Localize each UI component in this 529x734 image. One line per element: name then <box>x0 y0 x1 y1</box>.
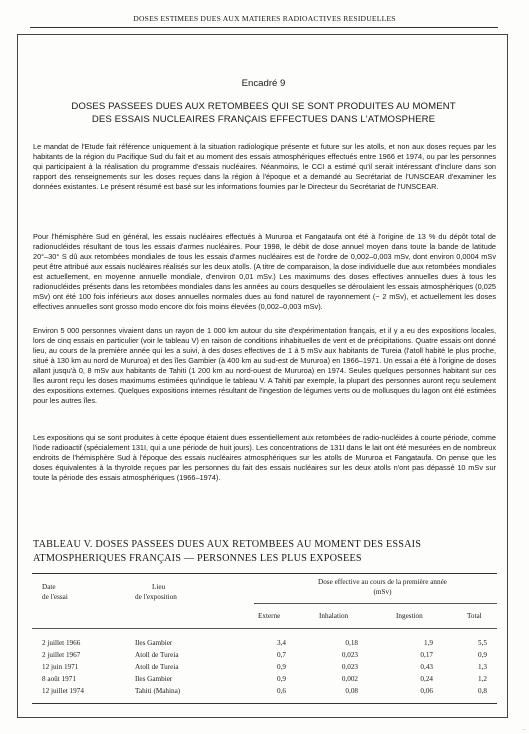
encadre-box <box>17 34 508 718</box>
header-total: Total <box>467 612 482 620</box>
box-title-line-1: DOSES PASSEES DUES AUX RETOMBEES QUI SE SONT PRODUITES AU MOMENT <box>71 101 456 112</box>
cell-inhalation: 0,002 <box>341 675 358 683</box>
table-bottom-rule <box>32 703 497 704</box>
cell-ingestion: 0,17 <box>420 651 433 659</box>
header-lieu-line-2: de l'exposition <box>135 592 177 601</box>
cell-lieu: Iles Gambier <box>135 639 173 647</box>
paragraph-2: Pour l'hémisphère Sud en général, les essais nucléaires effectués à Mururoa et Fangataufa ont été à l'origine de 13 % du dépôt total de radionucléides résultant de tous les essais d'armes nucléaires. Pour 1998, le débit de dose annuel moyen dans toute la bande de latitude 20°–30° S dû aux retombées mondiales de tous les essais d'armes nucléaires est de l'ordre de 0,002–0,003 mSv, dont environ 0,0004 mSv peut être attribué aux essais nucléaires réalisés sur les deux atolls. (A titre de comparaison, la dose individuelle due aux retombées mondiales est actuellement, en moyenne annuelle mondiale, d'environ 0,01 mSv.) Les maximums des doses effectives annuelles dues à tous les radionucléides présents dans les retombées mondiales dans les années au cours desquelles se déroulaient les essais atmosphériques (0,025 mSv) ont été 100 fois inférieurs aux doses annuelles normales dues au fond naturel de rayonnement (~ 2 mSv), et actuellement les doses effectives annuelles sont grosso modo encore dix fois moins élevées (0,002–0,003 mSv). <box>33 232 496 311</box>
paragraph-1: Le mandat de l'Etude fait référence uniquement à la situation radiologique présente et future sur les atolls, et non aux doses reçues par les habitants de la région du Pacifique Sud du fait et au moment des essais atmosphériques effectués entre 1966 et 1974, ou par les personnes qui participaient à la réalisation du programme d'essais nucléaires. Néanmoins, le CCI a estimé qu'il serait intéressant d'inclure dans son rapport des renseignements sur les doses reçues dans la région à l'époque et a demandé au Secrétariat de l'UNSCEAR d'examiner les données existantes. Le présent résumé est basé sur les informations fournies par le Directeur du Secrétariat de l'UNSCEAR. <box>33 142 496 191</box>
cell-externe: 0,7 <box>277 651 286 659</box>
box-title-line-2: DES ESSAIS NUCLEAIRES FRANÇAIS EFFECTUES DANS L'ATMOSPHERE <box>91 113 436 125</box>
table-row <box>32 639 497 651</box>
header-date <box>42 583 68 602</box>
header-dose-group <box>270 578 495 597</box>
cell-inhalation: 0,18 <box>345 639 358 647</box>
cell-inhalation: 0,023 <box>341 651 358 659</box>
cell-date: 12 juin 1971 <box>42 663 79 671</box>
table-row <box>32 675 497 687</box>
cell-externe: 0,9 <box>277 675 286 683</box>
cell-lieu: Tahiti (Mahina) <box>135 687 181 695</box>
header-externe: Externe <box>258 612 281 620</box>
header-bottom-rule <box>32 628 497 629</box>
cell-externe: 0,9 <box>277 663 286 671</box>
cell-ingestion: 0,24 <box>420 675 433 683</box>
box-title <box>48 101 479 126</box>
cell-externe: 0,6 <box>277 687 286 695</box>
box-label: Encadré 9 <box>241 78 286 89</box>
cell-total: 5,5 <box>478 639 487 647</box>
cell-date: 8 août 1971 <box>42 675 76 683</box>
cell-date: 2 juillet 1966 <box>42 639 81 647</box>
cell-total: 1,2 <box>478 675 487 683</box>
cell-lieu: Iles Gambier <box>135 675 173 683</box>
header-lieu-line-1: Lieu <box>152 583 166 591</box>
table-title-line-2: ATMOSPHERIQUES FRANÇAIS — PERSONNES LES PLUS EXPOSEES <box>33 553 362 564</box>
cell-inhalation: 0,023 <box>341 663 358 671</box>
group-header-rule <box>254 603 497 604</box>
running-header: DOSES ESTIMEES DUES AUX MATIERES RADIOACTIVES RESIDUELLES <box>133 14 396 23</box>
table-top-rule <box>32 573 497 574</box>
cell-ingestion: 0,43 <box>420 663 433 671</box>
cell-total: 1,3 <box>478 663 487 671</box>
table-title <box>33 538 496 566</box>
table-row <box>32 687 497 699</box>
table-title-line-1: TABLEAU V. DOSES PASSEES DUES AUX RETOMBEES AU MOMENT DES ESSAIS <box>33 539 422 550</box>
cell-total: 0,9 <box>478 651 487 659</box>
dose-table <box>32 573 497 725</box>
header-date-line-1: Date <box>42 583 56 591</box>
cell-lieu: Atoll de Tureia <box>135 651 179 659</box>
paragraph-4: Les expositions qui se sont produites à cette époque étaient dues essentiellement aux retombées de radio-nucléides à courte période, comme l'iode radioactif (spécialement 131I, qui a une période de huit jours). Les concentrations de 131I dans le lait ont été mesurées en de nombreux endroits de l'hémisphère Sud à l'époque des essais nucléaires atmosphériques sur les atolls de Mururoa et Fangataufa. On pense que les doses équivalentes à la thyroïde reçues par les personnes du fait des essais nucléaires sur les deux atolls n'ont pas dépassé 10 mSv sur toute la période des essais atmosphériques (1966–1974). <box>33 433 496 482</box>
cell-inhalation: 0,08 <box>345 687 358 695</box>
header-ingestion: Ingestion <box>396 612 423 620</box>
header-rule <box>30 27 498 28</box>
cell-lieu: Atoll de Tureia <box>135 663 179 671</box>
cell-total: 0,8 <box>478 687 487 695</box>
cell-externe: 3,4 <box>277 639 286 647</box>
cell-ingestion: 0,06 <box>420 687 433 695</box>
header-dose-group-line-1: Dose effective au cours de la première année <box>318 578 447 586</box>
header-lieu <box>135 583 177 602</box>
header-inhalation: Inhalation <box>319 612 349 620</box>
cell-ingestion: 1,9 <box>424 639 433 647</box>
cell-date: 2 juillet 1967 <box>42 651 81 659</box>
cell-date: 12 juillet 1974 <box>42 687 84 695</box>
header-date-line-2: de l'essai <box>42 592 68 601</box>
table-row <box>32 651 497 663</box>
paragraph-3: Environ 5 000 personnes vivaient dans un rayon de 1 000 km autour du site d'expérimentation français, et il y a eu des expositions locales, lors de cinq essais en particulier (voir le tableau V) en raison de conditions inhabituelles de vent et de précipitations. Quatre essais ont donné lieu, au cours de la première année qui les a suivi, à des doses effectives de 1 à 5 mSv aux habitants de Tureia (l'atoll habité le plus proche, situé à 130 km au nord de Mururoa) et des îles Gambier (à 400 km au sud-est de Mururoa) en 1966–1971. Un essai a été à l'origine de doses allant jusqu'à 0, 8 mSv aux habitants de Tahiti (1 200 km au nord-ouest de Mururoa) en 1974. Seules quelques personnes habitant sur ces îles auront reçu les doses maximums estimées qu'indique le tableau V. A Tahiti par exemple, la plupart des personnes auront reçu seulement des expositions externes. Quelques expositions internes résultant de l'ingestion de légumes verts ou de mollusques du lagon ont été estimées pour les autres îles. <box>33 326 496 405</box>
table-row <box>32 663 497 675</box>
page-edge-mark: ·· <box>522 727 526 733</box>
header-dose-group-line-2: (mSv) <box>373 587 392 596</box>
